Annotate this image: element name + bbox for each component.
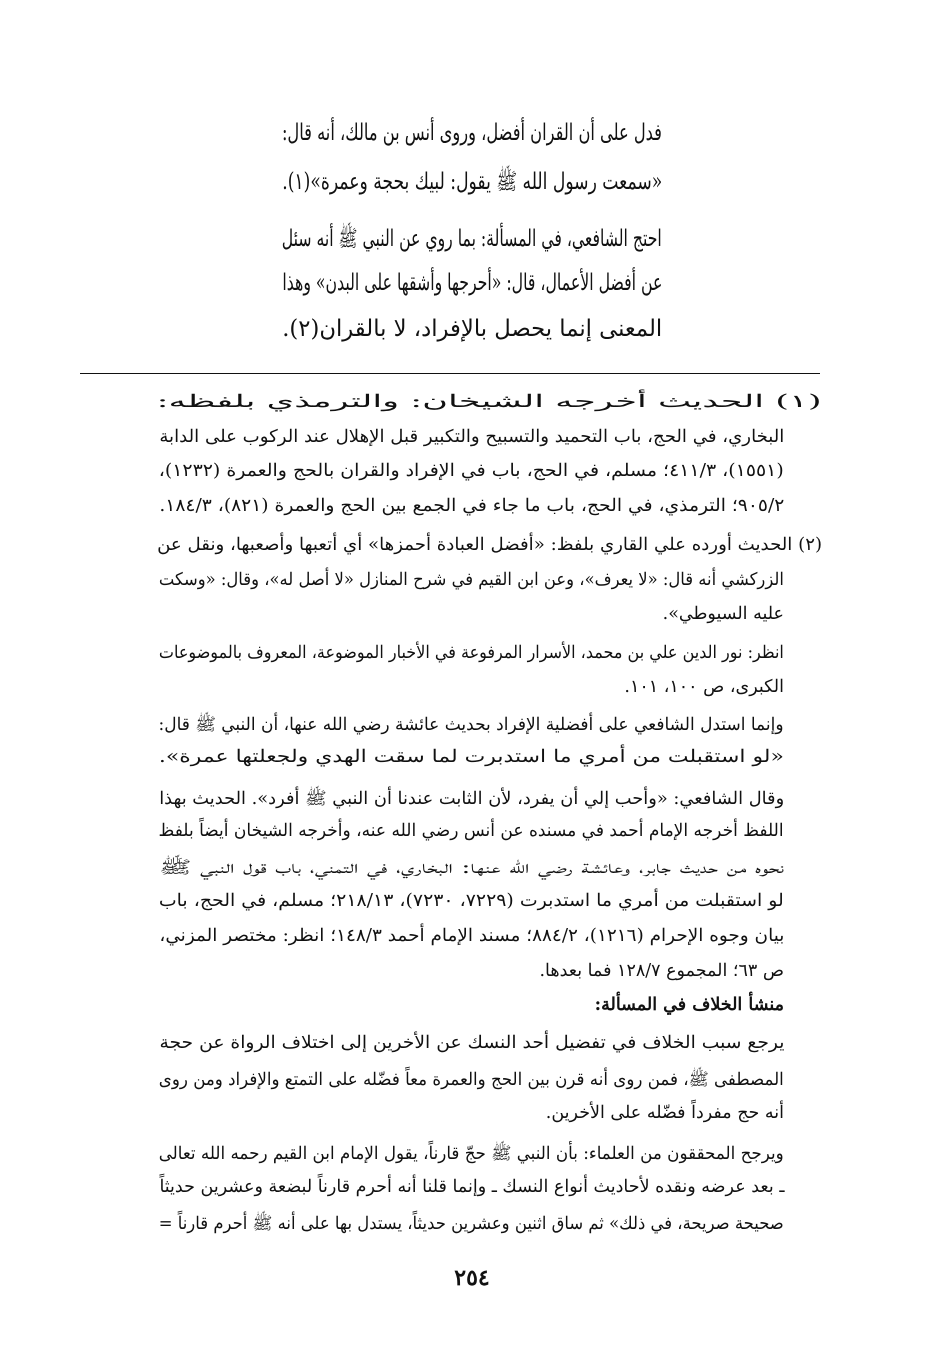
footnote-line: نحوه من حديث جابر، وعائشة رضي الله عنها: البخاري، في التمني، باب قول النبي ﷺ (158, 858, 784, 878)
footnote-line: ٩٠٥/٢؛ الترمذي، في الحج، باب ما جاء في الجمع بين الحج والعمرة (٨٢١)، ١٨٤/٣. (159, 496, 784, 516)
main-text-line-1: فدل على أن القران أفضل، وروى أنس بن مالك، أنه قال: (282, 120, 662, 146)
footnote-1-heading: (١) الحديث أخرجه الشيخان: والترمذي بلفظه: (157, 392, 822, 412)
footnote-line: عليه السيوطي». (662, 604, 784, 624)
footnote-line: المصطفى ﷺ، فمن روى أنه قرن بين الحج والعمرة معاً فضّله على التمتع والإفراد ومن روى (159, 1070, 784, 1090)
page-number: ٢٥٤ (454, 1265, 490, 1291)
footnote-line: أنه حج مفرداً فضّله على الأخرين. (545, 1103, 784, 1123)
footnote-line: اللفظ أخرجه الإمام أحمد في مسنده عن أنس رضي الله عنه، وأخرجه الشيخان أيضاً بلفظ (158, 821, 784, 841)
footnote-line: (١٥٥١)، ٤١١/٣؛ مسلم، في الحج، باب في الإفراد والقران بالحج والعمرة (١٢٣٢)، (159, 461, 784, 481)
section-heading: منشأ الخلاف في المسألة: (594, 995, 784, 1015)
footnote-line: ـ بعد عرضه ونقده لأحاديث أنواع النسك ـ وإنما قلنا أنه أحرم قارناً لبضعة وعشرين حديثاً (158, 1177, 784, 1197)
footnote-line: الزركشي أنه قال: «لا يعرف»، وعن ابن القيم في شرح المنازل «لا أصل له»، وقال: «وسكت (158, 570, 784, 590)
footnote-line: ويرجح المحققون من العلماء: بأن النبي ﷺ حجّ قارناً، يقول الإمام ابن القيم رحمه الله تعالى (159, 1144, 784, 1164)
footnote-line: انظر: نور الدين علي بن محمد، الأسرار المرفوعة في الأخبار الموضوعة، المعروف بالموضوعات (159, 643, 784, 663)
footnote-line: الكبرى، ص ١٠٠، ١٠١. (624, 677, 784, 697)
footnote-line: يرجع سبب الخلاف في تفضيل أحد النسك عن الأخرين إلى اختلاف الرواة عن حجة (158, 1033, 784, 1053)
footnote-line: «لو استقبلت من أمري ما استدبرت لما سقت الهدي ولجعلتها عمرة». (158, 747, 784, 767)
footnote-line: وقال الشافعي: «وأحب إلي أن يفرد، لأن الثابت عندنا أن النبي ﷺ أفرد». الحديث بهذا (159, 789, 784, 809)
footnote-separator (80, 373, 820, 374)
footnote-line: لو استقبلت من أمري ما استدبرت (٧٢٢٩، ٧٢٣٠)، ٢١٨/١٣؛ مسلم، في الحج، باب (159, 891, 784, 911)
footnote-line: البخاري، في الحج، باب التحميد والتسبيح والتكبير قبل الإهلال عند الركوب على الدابة (159, 427, 784, 447)
footnote-line: ص ٦٣؛ المجموع ١٢٨/٧ فما بعدها. (539, 961, 784, 981)
main-text-line-4: عن أفضل الأعمال، قال: «أحرجها وأشقها على البدن» وهذا (281, 270, 662, 296)
main-text-line-3: احتج الشافعي، في المسألة: بما روي عن النبي ﷺ أنه سئل (282, 226, 662, 252)
footnote-line: بيان وجوه الإحرام (١٢١٦)، ٨٨٤/٢؛ مسند الإمام أحمد ١٤٨/٣؛ انظر: مختصر المزني، (158, 926, 784, 946)
footnote-line: صحيحة صريحة، في ذلك» ثم ساق اثنين وعشرين حديثاً، يستدل بها على أنه ﷺ أحرم قارناً = (158, 1214, 784, 1234)
main-text-line-5: المعنى إنما يحصل بالإفراد، لا بالقران(٢). (281, 316, 662, 342)
footnote-2-heading: (٢) الحديث أورده علي القاري بلفظ: «أفضل العبادة أحمزها» أي أتعبها وأصعبها، ونقل عن (157, 535, 822, 555)
footnote-line: وإنما استدل الشافعي على أفضلية الإفراد بحديث عائشة رضي الله عنها، أن النبي ﷺ قال: (158, 715, 784, 735)
main-text-line-2: «سمعت رسول الله ﷺ يقول: لبيك بحجة وعمرة»(١). (281, 169, 662, 195)
